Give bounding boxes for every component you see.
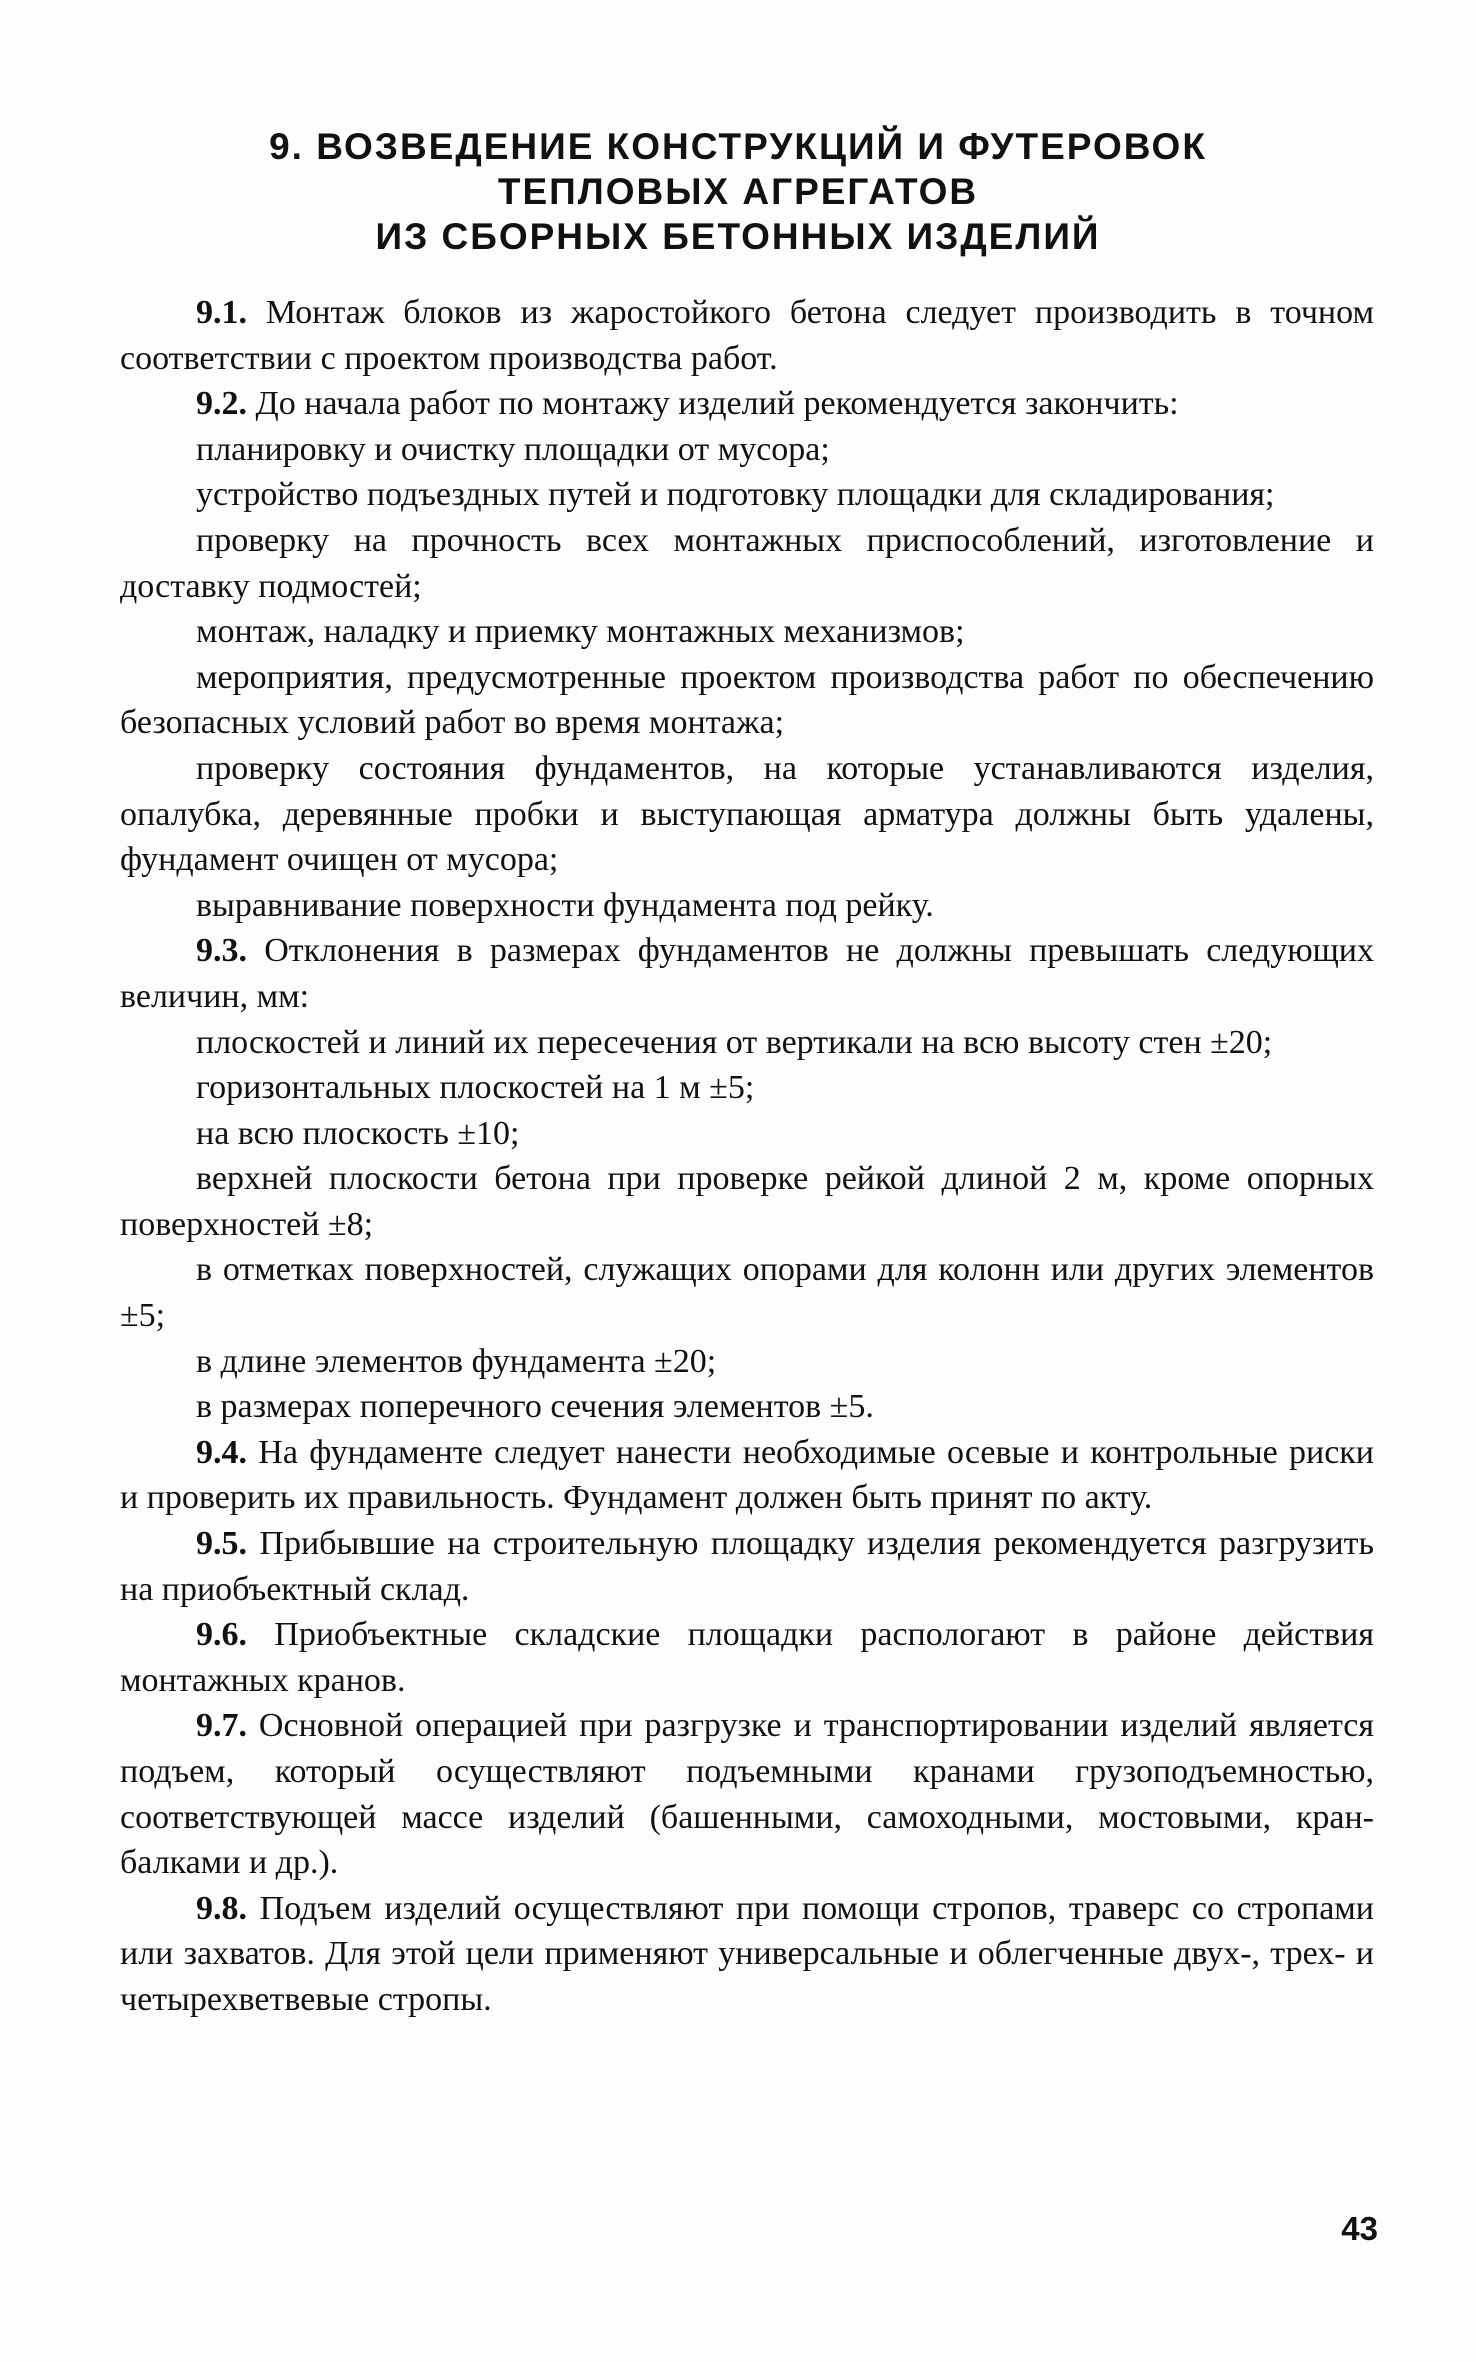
list-item: мероприятия, предусмотренные проектом производства работ по обеспечению безопасных условий работ во время монтажа; xyxy=(120,658,1374,742)
paragraph-9-8 xyxy=(120,1886,1374,2023)
paragraph-9-7 xyxy=(120,1703,1374,1885)
paragraph-number: 9.3. xyxy=(196,932,247,970)
paragraph-9-1 xyxy=(120,290,1374,381)
title-line-1: 9. ВОЗВЕДЕНИЕ КОНСТРУКЦИЙ И ФУТЕРОВОК xyxy=(269,126,1207,167)
list-item: планировку и очистку площадки от мусора; xyxy=(196,430,830,468)
paragraph-text: Приобъектные складские площадки распологают в районе действия монтажных кранов. xyxy=(120,1616,1374,1699)
list-item: в отметках поверхностей, служащих опорами для колонн или других элементов ±5; xyxy=(120,1251,1374,1335)
paragraph-9-4 xyxy=(120,1430,1374,1521)
paragraph-9-2 xyxy=(120,381,1374,427)
paragraph-text: Прибывшие на строительную площадку изделия рекомендуется разгрузить на приобъектный склад. xyxy=(120,1525,1374,1608)
list-item: плоскостей и линий их пересечения от вертикали на всю высоту стен ±20; xyxy=(196,1023,1273,1061)
list-item: проверку на прочность всех монтажных приспособлений, изготовление и доставку подмостей; xyxy=(120,521,1374,605)
title-line-2: ТЕПЛОВЫХ АГРЕГАТОВ xyxy=(497,171,979,212)
paragraph-text: На фундаменте следует нанести необходимые осевые и контрольные риски и проверить их правильность. Фундамент должен быть принят по акту. xyxy=(120,1433,1374,1517)
title-line-3: ИЗ СБОРНЫХ БЕТОННЫХ ИЗДЕЛИЙ xyxy=(375,216,1101,257)
paragraph-text: Отклонения в размерах фундаментов не должны превышать следующих величин, мм: xyxy=(120,932,1374,1015)
paragraph-number: 9.4. xyxy=(196,1433,247,1471)
paragraph-number: 9.7. xyxy=(196,1707,247,1745)
list-item: проверку состояния фундаментов, на которые устанавливаются изделия, опалубка, деревянные пробки и выступающая арматура должны быть удалены, фундамент очищен от мусора; xyxy=(120,749,1374,879)
paragraph-text: Монтаж блоков из жаростойкого бетона следует производить в точном соответствии с проектом производства работ. xyxy=(120,294,1374,377)
list-item: верхней плоскости бетона при проверке рейкой длиной 2 м, кроме опорных поверхностей ±8; xyxy=(120,1160,1374,1243)
list-item: на всю плоскость ±10; xyxy=(196,1114,520,1152)
paragraph-9-5 xyxy=(120,1521,1374,1612)
list-item: горизонтальных плоскостей на 1 м ±5; xyxy=(196,1069,755,1107)
list-item: в размерах поперечного сечения элементов ±5. xyxy=(196,1388,874,1426)
paragraph-number: 9.5. xyxy=(196,1525,247,1563)
paragraph-number: 9.1. xyxy=(196,294,247,331)
paragraph-text: Основной операцией при разгрузке и транспортировании изделий является подъем, который осуществляют подъемными кранами грузоподъемностью, соответствующей массе изделий (башенными, самоходными, мостовыми, кран-балками и др.). xyxy=(120,1707,1374,1882)
list-item: монтаж, наладку и приемку монтажных механизмов; xyxy=(196,613,965,651)
list-item: устройство подъездных путей и подготовку площадки для складирования; xyxy=(196,476,1275,514)
paragraph-text: Подъем изделий осуществляют при помощи стропов, траверс со стропами или захватов. Для этой цели применяют универсальные и облегченные двух-, трех- и четырехветвевые стропы. xyxy=(120,1889,1374,2018)
paragraph-number: 9.2. xyxy=(196,385,247,423)
paragraph-text: До начала работ по монтажу изделий рекомендуется закончить: xyxy=(247,385,1179,423)
page-number: 43 xyxy=(1341,2210,1378,2247)
paragraph-9-6 xyxy=(120,1612,1374,1703)
list-item: выравнивание поверхности фундамента под рейку. xyxy=(196,886,934,924)
paragraph-number: 9.8. xyxy=(196,1889,247,1927)
paragraph-number: 9.6. xyxy=(196,1616,247,1654)
paragraph-9-3 xyxy=(120,928,1374,1019)
list-item: в длине элементов фундамента ±20; xyxy=(196,1342,717,1380)
section-body xyxy=(120,290,1374,2023)
section-title xyxy=(120,124,1356,259)
